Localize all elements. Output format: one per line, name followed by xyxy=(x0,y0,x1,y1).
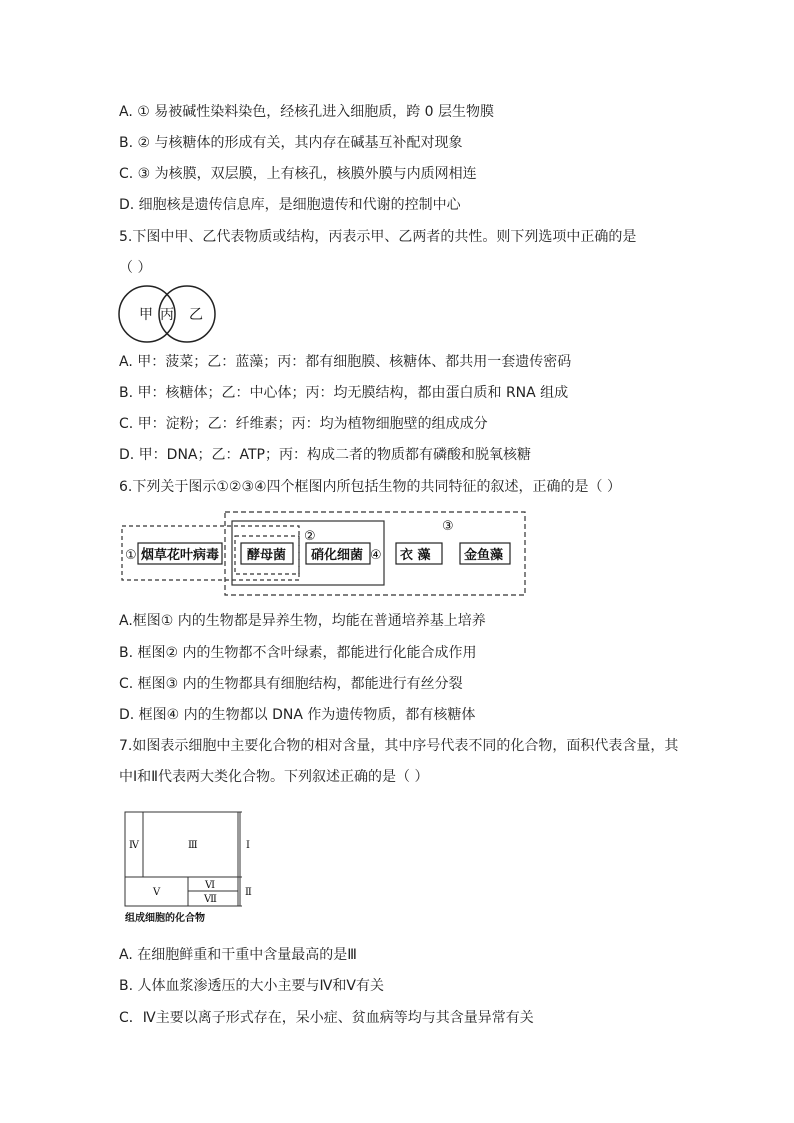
q5-option-b: B. 甲：核糖体；乙：中心体；丙：均无膜结构，都由蛋白质和 RNA 组成 xyxy=(119,385,569,401)
organism-hornwort: 金鱼藻 xyxy=(464,548,504,563)
organism-chlamydomonas: 衣 藻 xyxy=(400,548,431,563)
frame-3-number: ③ xyxy=(442,519,454,534)
venn-label-middle: 丙 xyxy=(160,307,174,323)
venn-label-left: 甲 xyxy=(139,307,153,323)
q5-stem: 5.下图中甲、乙代表物质或结构，丙表示甲、乙两者的共性。则下列选项中正确的是 xyxy=(119,229,637,245)
q4-option-d: D. 细胞核是遗传信息库，是细胞遗传和代谢的控制中心 xyxy=(119,197,461,213)
venn-diagram xyxy=(117,283,219,345)
q6-stem: 6.下列关于图示①②③④四个框图内所包括生物的共同特征的叙述，正确的是（ ） xyxy=(119,479,622,495)
venn-label-right: 乙 xyxy=(189,307,203,323)
q7-option-b: B. 人体血浆渗透压的大小主要与Ⅳ和Ⅴ有关 xyxy=(119,978,385,994)
q5-option-d: D. 甲：DNA；乙：ATP；丙：构成二者的物质都有磷酸和脱氧核糖 xyxy=(119,447,531,463)
classification-diagram xyxy=(118,507,530,599)
label-iii: Ⅲ xyxy=(188,840,198,851)
label-vi: Ⅵ xyxy=(205,880,216,891)
label-ii: Ⅱ xyxy=(245,887,252,898)
q7-stem: 7.如图表示细胞中主要化合物的相对含量，其中序号代表不同的化合物，面积代表含量，其 xyxy=(119,738,679,754)
label-vii: Ⅶ xyxy=(204,894,217,905)
q6-option-b: B. 框图② 内的生物都不含叶绿素，都能进行化能合成作用 xyxy=(119,645,477,661)
label-v: Ⅴ xyxy=(153,887,161,898)
q4-option-b: B. ② 与核糖体的形成有关，其内存在碱基互补配对现象 xyxy=(119,135,463,151)
q7-option-a: A. 在细胞鲜重和干重中含量最高的是Ⅲ xyxy=(119,947,357,963)
q6-option-c: C. 框图③ 内的生物都具有细胞结构，都能进行有丝分裂 xyxy=(119,676,463,692)
compound-area-diagram xyxy=(122,809,262,927)
frame-4-number: ④ xyxy=(370,548,382,563)
q6-option-d: D. 框图④ 内的生物都以 DNA 作为遗传物质，都有核糖体 xyxy=(119,707,476,723)
q5-option-c: C. 甲：淀粉；乙：纤维素；丙：均为植物细胞壁的组成成分 xyxy=(119,416,488,432)
organism-tmv: 烟草花叶病毒 xyxy=(141,548,220,563)
q5-stem-bracket: （ ） xyxy=(119,260,152,276)
organism-nitrifying-bacteria: 硝化细菌 xyxy=(311,548,364,563)
q6-option-a: A.框图① 内的生物都是异养生物，均能在普通培养基上培养 xyxy=(119,613,486,629)
organism-yeast: 酵母菌 xyxy=(247,548,287,563)
q5-option-a: A. 甲：菠菜；乙：蓝藻；丙：都有细胞膜、核糖体、都共用一套遗传密码 xyxy=(119,354,572,370)
q7-stem-continued: 中Ⅰ和Ⅱ代表两大类化合物。下列叙述正确的是（ ） xyxy=(119,769,429,785)
label-i: Ⅰ xyxy=(246,840,250,851)
label-iv: Ⅳ xyxy=(129,840,139,851)
q4-option-c: C. ③ 为核膜，双层膜，上有核孔，核膜外膜与内质网相连 xyxy=(119,166,477,182)
frame-2-number: ② xyxy=(304,529,316,544)
q7-option-c: C．Ⅳ主要以离子形式存在，呆小症、贫血病等均与其含量异常有关 xyxy=(119,1010,534,1026)
compound-outer-rect xyxy=(125,812,238,906)
compound-diagram-caption: 组成细胞的化合物 xyxy=(125,913,205,924)
q4-option-a: A. ① 易被碱性染料染色，经核孔进入细胞质，跨 0 层生物膜 xyxy=(119,104,495,120)
frame-1-number: ① xyxy=(125,548,137,563)
